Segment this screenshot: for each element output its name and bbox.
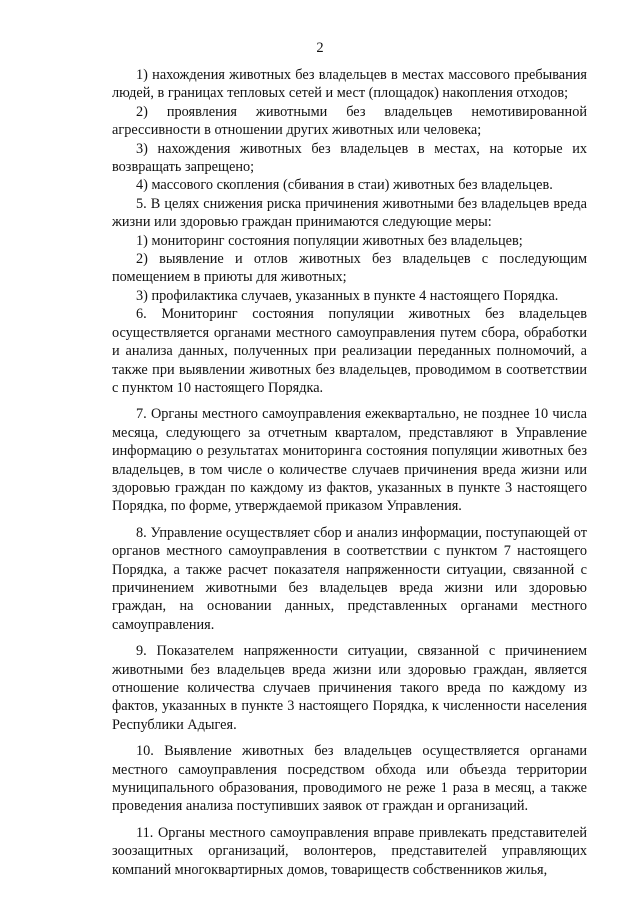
paragraph-item-1-mass-stay: 1) нахождения животных без владельцев в местах массового пребывания людей, в границах тепловых сетей и мест (площадок) накопления отходов; <box>112 67 587 102</box>
paragraph-clause-9: 9. Показателем напряженности ситуации, связанной с причинением животными без владельцев вреда жизни или здоровью граждан, является отношение количества случаев причинения такого вреда по каждому из фактов, указанных в пункте 3 настоящего Порядка, к численности населения Республики Адыгея. <box>112 643 587 733</box>
paragraph-clause-8: 8. Управление осуществляет сбор и анализ информации, поступающей от органов местного самоуправления в соответствии с пунктом 7 настоящего Порядка, а также расчет показателя напряженности ситуации, связанной с причинением животными без владельцев вреда жизни или здоровью граждан, на основании данных, представленных органами местного самоуправления. <box>112 524 587 633</box>
paragraph-item-3-forbidden-places: 3) нахождения животных без владельцев в местах, на которые их возвращать запрещено; <box>112 140 587 176</box>
paragraph-item-4-packs: 4) массового скопления (сбивания в стаи) животных без владельцев. <box>136 177 553 194</box>
paragraph-item-2-aggression: 2) проявления животными без владельцев немотивированной агрессивности в отношении других животных или человека; <box>112 103 587 139</box>
paragraph-clause-6: 6. Мониторинг состояния популяции животных без владельцев осуществляется органами местного самоуправления путем сбора, обработки и анализа данных, полученных при реализации переданных полномочий, а также при выявлении животных без владельцев, проводимом в соответствии с пунктом 10 настоящего Порядка. <box>112 306 587 396</box>
paragraph-clause-7: 7. Органы местного самоуправления ежеквартально, не позднее 10 числа месяца, следующего за отчетным кварталом, представляют в Управление информацию о результатах мониторинга состояния популяции животных без владельцев, в том числе о количестве случаев причинения вреда жизни или здоровью граждан по каждому из фактов, указанных в пункте 3 настоящего Порядка, по форме, утверждаемой приказом Управления. <box>112 406 587 515</box>
paragraph-clause-5: 5. В целях снижения риска причинения животными без владельцев вреда жизни или здоровью граждан принимаются следующие меры: <box>112 195 587 231</box>
document-body <box>112 66 587 879</box>
paragraph-measure-2: 2) выявление и отлов животных без владельцев с последующим помещением в приюты для животных; <box>112 251 587 286</box>
paragraph-clause-11: 11. Органы местного самоуправления вправе привлекать представителей зоозащитных организаций, волонтеров, представителей управляющих компаний многоквартирных домов, товариществ собственников жилья, <box>112 824 587 878</box>
page-number: 2 <box>316 40 324 56</box>
paragraph-clause-10: 10. Выявление животных без владельцев осуществляется органами местного самоуправления посредством обхода или объезда территории муниципального образования, проводимого не реже 1 раза в месяц, а также проведения анализа поступивших заявок от граждан и организаций. <box>112 743 587 815</box>
paragraph-measure-3: 3) профилактика случаев, указанных в пункте 4 настоящего Порядка. <box>136 287 559 304</box>
paragraph-measure-1: 1) мониторинг состояния популяции животных без владельцев; <box>136 232 523 249</box>
